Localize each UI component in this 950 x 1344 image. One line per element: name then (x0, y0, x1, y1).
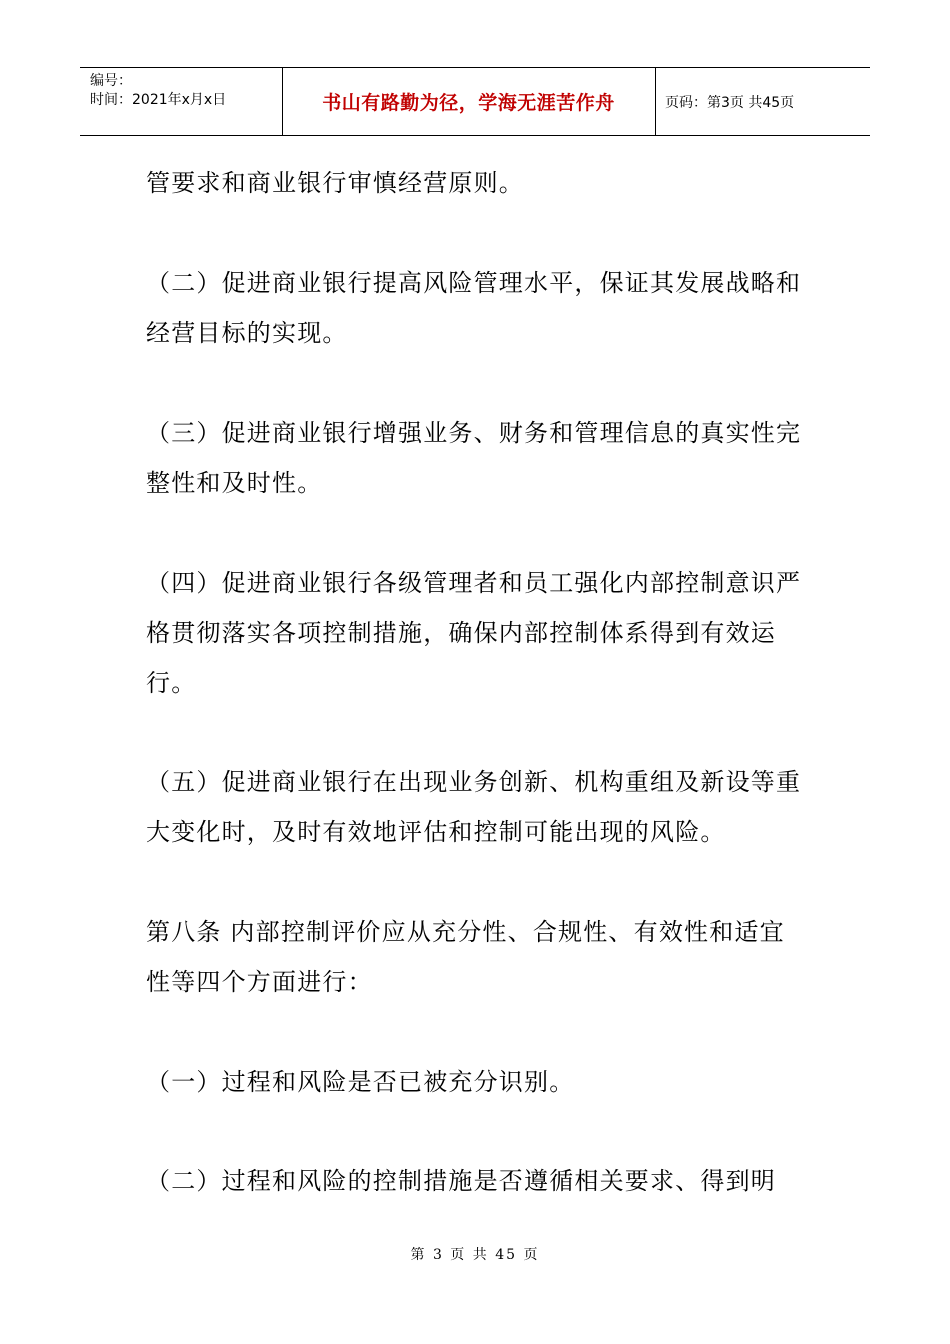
paragraph: （三）促进商业银行增强业务、财务和管理信息的真实性完整性和及时性。 (146, 419, 802, 497)
paragraph: （五）促进商业银行在出现业务创新、机构重组及新设等重大变化时，及时有效地评估和控制可能出现的风险。 (146, 768, 802, 846)
paragraph: （四）促进商业银行各级管理者和员工强化内部控制意识严格贯彻落实各项控制措施，确保内部控制体系得到有效运行。 (146, 569, 802, 697)
header-page-info: 页码：第3页 共45页 (665, 94, 795, 111)
paragraph: （二）过程和风险的控制措施是否遵循相关要求、得到明 (146, 1167, 776, 1195)
paragraph: 管要求和商业银行审慎经营原则。 (146, 169, 524, 197)
serial-number-label: 编号： (90, 73, 132, 89)
date-label: 时间：2021年x月x日 (90, 92, 227, 108)
paragraph: （二）促进商业银行提高风险管理水平，保证其发展战略和经营目标的实现。 (146, 269, 802, 347)
page-footer: 第 3 页 共 45 页 (410, 1247, 540, 1263)
header-divider (655, 68, 656, 135)
paragraph: （一）过程和风险是否已被充分识别。 (146, 1068, 575, 1096)
header-meta (90, 72, 226, 110)
header-motto: 书山有路勤为径，学海无涯苦作舟 (322, 92, 615, 114)
paragraph: 第八条 内部控制评价应从充分性、合规性、有效性和适宜性等四个方面进行： (146, 918, 785, 996)
page-header (80, 67, 870, 136)
